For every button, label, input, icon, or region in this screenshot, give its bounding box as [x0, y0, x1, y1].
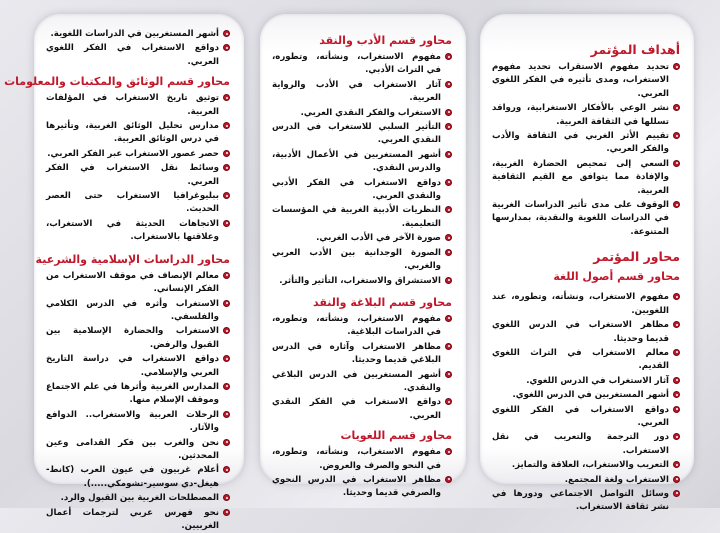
list-item-text: التعريب والاستغراب، العلاقة والتمايز. — [511, 460, 669, 471]
list-item — [46, 42, 230, 69]
bullet-icon — [673, 391, 680, 398]
bullet-icon — [445, 53, 452, 60]
bullet-icon — [673, 377, 680, 384]
list-item-text: دواقع الاستغراب في الفكر الأدبي والنقدي العربي. — [272, 177, 441, 202]
bullet-icon — [223, 383, 230, 390]
list-item — [272, 369, 452, 396]
list-item-text: مفهوم الاستغراب، ونشأته، وتطوره، في الدراسات البلاغية. — [272, 313, 441, 338]
bullet-icon — [673, 476, 680, 483]
list-item — [272, 121, 452, 148]
list-item-text: دور الترجمة والتعريب في نقل الاستغراب. — [492, 432, 669, 456]
list-item — [46, 270, 230, 297]
bullet-icon — [673, 63, 680, 70]
bullet-icon — [445, 277, 452, 284]
bullet-icon — [445, 249, 452, 256]
list-item — [492, 199, 680, 239]
list-item — [46, 353, 230, 380]
list-item — [492, 459, 680, 472]
list-item-text: وسائط نقل الاستغراب في الفكر العربي. — [46, 163, 219, 187]
list-item-text: الوقوف على مدى تأثير الدراسات الغربية في الدراسات اللغوية والنقدية، بمدارسها المتنوعة. — [492, 200, 669, 237]
bullet-icon — [223, 122, 230, 129]
list-item-text: دواقع الاستغراب في الفكر اللغوي العربي. — [492, 404, 669, 428]
list-item — [46, 325, 230, 352]
bullet-icon — [223, 94, 230, 101]
list-item-text: الاتجاهات الحديثة في الاستغراب، وعلاقتها بالاستغراب. — [46, 218, 219, 243]
bullet-icon — [445, 476, 452, 483]
linguistics-list — [272, 446, 452, 501]
bullet-icon — [445, 109, 452, 116]
bullet-icon — [223, 466, 230, 473]
list-item — [492, 347, 680, 374]
list-item — [272, 247, 452, 274]
list-item — [492, 404, 680, 431]
list-item — [272, 341, 452, 368]
list-item — [46, 492, 230, 505]
bullet-icon — [445, 206, 452, 213]
bullet-icon — [223, 327, 230, 334]
list-item-text: نحو فهرس عربي لترجمات أعمال الغربيين. — [46, 507, 219, 531]
bullet-icon — [223, 272, 230, 279]
list-item — [46, 162, 230, 189]
list-item — [492, 319, 680, 346]
list-item-text: نحن والغرب بين فكر القدامى وعين المحدثين. — [46, 437, 219, 461]
language-origins-list — [492, 291, 680, 515]
bullet-icon — [223, 509, 230, 516]
list-item — [492, 375, 680, 388]
list-item-text: معالم الاستغراب في التراث اللغوي القديم. — [492, 347, 669, 372]
list-item-text: آثار الاستغراب في الدرس اللغوي. — [526, 375, 669, 386]
list-item — [492, 102, 680, 129]
bullet-icon — [673, 349, 680, 356]
bullet-icon — [445, 448, 452, 455]
list-item-text: أشهر المستغربين في الدرس اللغوي. — [512, 390, 669, 401]
list-item-text: أشهر المستغربين في الدراسات اللغوية. — [50, 29, 219, 39]
list-item-text: أشهر المستغربين في الدرس البلاغي والنقدي. — [272, 369, 441, 393]
list-item-text: الصورة الوجدانية بين الأدب العربي والغربي. — [272, 247, 441, 272]
list-item-text: الرحلات العربية والاستغراب.. الدوافع والآثار. — [46, 409, 219, 434]
list-item — [492, 474, 680, 487]
language-origins-heading: محاور قسم أصول اللغة — [553, 270, 680, 284]
list-item — [272, 474, 452, 501]
bullet-icon — [673, 433, 680, 440]
list-item-text: مفهوم الاستغراب، ونشأته، وتطوره، في التراث الأدبي. — [272, 52, 441, 76]
bullet-icon — [673, 132, 680, 139]
islamic-studies-list — [46, 270, 230, 533]
rhetoric-criticism-heading: محاور قسم البلاغة والنقد — [313, 295, 452, 309]
bullet-icon — [445, 123, 452, 130]
list-item — [272, 107, 452, 120]
list-item — [46, 409, 230, 436]
goals-heading: أهداف المؤتمر — [590, 42, 680, 57]
bullet-icon — [673, 293, 680, 300]
list-item-text: ببليوغرافيا الاستغراب حتى العصر الحديث. — [46, 191, 219, 215]
bullet-icon — [673, 490, 680, 497]
list-item-text: الاستغراب وأثره في الدرس الكلامي والفلسفي. — [46, 298, 219, 322]
list-item-text: أعلام غربيون في عيون العرب (كانط-هيغل-دي سوسير-تشومكي.....). — [46, 465, 219, 489]
bullet-icon — [223, 355, 230, 362]
bullet-icon — [445, 234, 452, 241]
bullet-icon — [223, 220, 230, 227]
list-item — [272, 149, 452, 176]
list-item — [46, 190, 230, 217]
list-item-text: التأثير السلبي للاستغراب في الدرس النقدي العربي. — [272, 122, 441, 146]
list-item — [272, 232, 452, 245]
list-item — [46, 298, 230, 325]
list-item-text: مفهوم الاستغراب، ونشأته، وتطوره، عند اللغويين. — [492, 292, 669, 316]
list-item — [46, 381, 230, 408]
list-item — [272, 204, 452, 231]
list-item-text: دواقع الاستغراب في الفكر اللغوي العربي. — [46, 43, 219, 67]
goals-list — [492, 61, 680, 239]
list-item-text: حصر عصور الاستغراب عبر الفكر العربي. — [47, 148, 219, 159]
documents-libraries-heading: محاور قسم الوثائق والمكتبات والمعلومات — [4, 75, 230, 89]
list-item-text: صورة الآخر في الأدب الغربي. — [316, 233, 441, 244]
bullet-icon — [673, 160, 680, 167]
bullet-icon — [445, 343, 452, 350]
literature-criticism-list — [272, 51, 452, 288]
list-item — [492, 431, 680, 458]
list-item-text: مظاهر الاستغراب وآثاره في الدرس البلاغي قديما وحديثا. — [272, 341, 441, 366]
literature-criticism-heading: محاور قسم الأدب والنقد — [319, 34, 452, 47]
list-item — [46, 92, 230, 119]
bullet-icon — [673, 104, 680, 111]
list-item — [272, 79, 452, 106]
list-item — [46, 120, 230, 147]
list-item-text: الاستغراب والفكر النقدي العربي. — [300, 107, 441, 118]
list-item-text: الاستغراب ولغة المجتمع. — [564, 474, 669, 485]
bullet-icon — [673, 406, 680, 413]
list-item-text: وسائل التواصل الاجتماعي ودورها في نشر ثقافة الاستغراب. — [492, 488, 669, 513]
list-item — [46, 507, 230, 533]
bullet-icon — [223, 300, 230, 307]
bullet-icon — [223, 411, 230, 418]
continued-list — [46, 28, 230, 69]
documents-islamic-panel — [4, 14, 244, 531]
list-item — [46, 148, 230, 161]
list-item — [272, 51, 452, 78]
list-item-text: مدارس تحليل الوثائق الغربية، وتأثيرها في درس الوثائق العربية. — [46, 121, 219, 145]
literature-panel — [260, 14, 466, 499]
list-item-text: المصطلحات الغربية بين القبول والرد. — [60, 493, 219, 504]
bullet-icon — [223, 44, 230, 51]
bullet-icon — [445, 398, 452, 405]
list-item-text: النظريات الأدبية الغربية في المؤسسات التعليمية. — [272, 205, 441, 229]
list-item — [272, 446, 452, 473]
list-item-text: معالم الإنصاف في موقف الاستغراب من الفكر الإنساني. — [46, 270, 219, 295]
rhetoric-criticism-list — [272, 313, 452, 423]
linguistics-heading: محاور قسم اللغويات — [340, 429, 452, 443]
bullet-icon — [445, 151, 452, 158]
list-item-text: دواقع الاستغراب في دراسة التاريخ العربي والإسلامي. — [46, 354, 219, 378]
bullet-icon — [673, 461, 680, 468]
list-item — [272, 313, 452, 340]
bullet-icon — [673, 201, 680, 208]
list-item — [46, 218, 230, 245]
bullet-icon — [445, 315, 452, 322]
list-item-text: تحديد مفهوم الاستقراب تحديد مفهوم الاستغراب، ومدى تأثيره في الفكر اللغوي العربي. — [492, 62, 669, 99]
bullet-icon — [223, 150, 230, 157]
bullet-icon — [445, 179, 452, 186]
islamic-studies-heading: محاور الدراسات الإسلامية والشرعية — [35, 252, 230, 266]
list-item-text: دواقع الاستغراب في الفكر النقدي العربي. — [272, 397, 441, 421]
bullet-icon — [223, 30, 230, 37]
list-item — [46, 437, 230, 464]
list-item — [492, 130, 680, 157]
list-item — [492, 158, 680, 198]
list-item-text: مفهوم الاستغراب، ونشأته، وتطوره، في النحو والصرف والعروض. — [272, 447, 441, 471]
list-item — [46, 28, 230, 41]
list-item-text: نشر الوعي بالأفكار الاستغرابية، ورواقد تسللها في الثقافة العربية. — [492, 103, 669, 127]
list-item — [492, 291, 680, 318]
bullet-icon — [223, 192, 230, 199]
bullet-icon — [673, 321, 680, 328]
list-item — [272, 396, 452, 423]
bullet-icon — [445, 81, 452, 88]
bullet-icon — [223, 494, 230, 501]
bullet-icon — [223, 439, 230, 446]
list-item — [272, 275, 452, 288]
list-item-text: مظاهر الاستغراب في الدرس اللغوي قديما وحديثا. — [492, 320, 669, 344]
list-item-text: مظاهر الاستغراب في الدرس النحوي والصرفي قديما وحديثا. — [272, 474, 441, 499]
list-item-text: الاستغراب والحضارة الإسلامية بين القبول والرفض. — [46, 326, 219, 350]
axes-heading: محاور المؤتمر — [593, 249, 680, 265]
documents-libraries-list — [46, 92, 230, 244]
list-item-text: تقييم الأثر الغربي في الثقافة والأدب والفكر العربي. — [492, 131, 669, 155]
list-item-text: المدارس الغربية وأثرها في علم الاجتماع وموقف الإسلام منها. — [46, 381, 219, 406]
list-item — [492, 61, 680, 101]
list-item-text: توثيق تاريخ الاستغراب في المؤلفات العربية. — [46, 93, 219, 117]
bullet-icon — [223, 164, 230, 171]
list-item-text: أشهر المستغربين في الأعمال الأدبية، والدرس النقدي. — [272, 149, 441, 174]
list-item-text: آثار الاستغراب في الأدب والرواية العربية. — [272, 79, 441, 104]
bullet-icon — [445, 371, 452, 378]
list-item-text: الاستشراق والاستغراب، التأثير والتأثر. — [279, 275, 441, 286]
list-item — [492, 488, 680, 515]
list-item — [492, 389, 680, 402]
list-item-text: السعي إلى تمحيص الحضارة الغربية، والإفادة مما يتوافق مع القيم الثقافية العربية. — [492, 158, 669, 196]
list-item — [272, 177, 452, 204]
list-item — [46, 464, 230, 491]
goals-panel — [480, 14, 694, 513]
